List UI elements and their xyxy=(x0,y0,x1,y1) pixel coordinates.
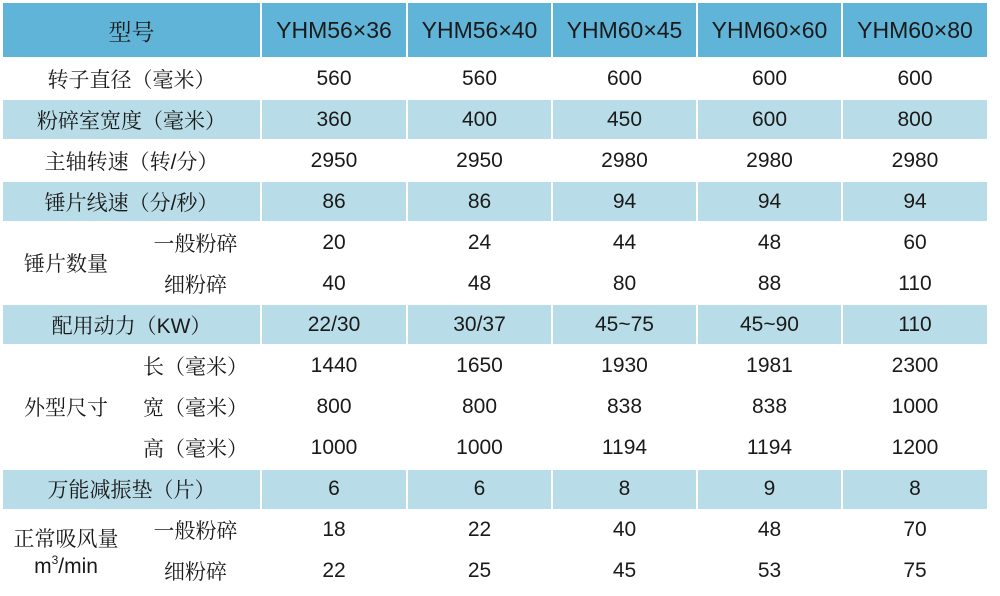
cell: 45~90 xyxy=(697,304,842,345)
cell: 18 xyxy=(261,510,407,551)
cell: 86 xyxy=(407,181,552,222)
cell: 8 xyxy=(552,469,697,510)
header-row xyxy=(2,2,988,58)
cell: 22 xyxy=(261,551,407,592)
cell: 24 xyxy=(407,222,552,263)
row-spindle-speed xyxy=(2,140,988,181)
cell: 75 xyxy=(842,551,988,592)
cell: 838 xyxy=(552,387,697,428)
cell: 1930 xyxy=(552,345,697,386)
cell: 25 xyxy=(407,551,552,592)
cell: 40 xyxy=(552,510,697,551)
airflow-label: 正常吸风量 xyxy=(13,527,119,551)
spec-table xyxy=(1,1,989,593)
header-label: 型号 xyxy=(2,2,261,58)
cell: 53 xyxy=(697,551,842,592)
cell: 2980 xyxy=(842,140,988,181)
cell: 88 xyxy=(697,263,842,304)
cell: 1000 xyxy=(842,387,988,428)
cell: 70 xyxy=(842,510,988,551)
row-label: 粉碎室宽度（毫米） xyxy=(2,99,261,140)
row-damping-pads xyxy=(2,469,988,510)
group-label: 外型尺寸 xyxy=(2,345,130,468)
cell: 48 xyxy=(697,222,842,263)
row-hammer-count-fine xyxy=(2,263,988,304)
cell: 48 xyxy=(407,263,552,304)
cell: 22/30 xyxy=(261,304,407,345)
model-name: YHM60×60 xyxy=(697,2,842,58)
cell: 9 xyxy=(697,469,842,510)
cell: 800 xyxy=(407,387,552,428)
cell: 48 xyxy=(697,510,842,551)
sub-label: 高（毫米） xyxy=(130,428,261,469)
sub-label: 细粉碎 xyxy=(130,551,261,592)
cell: 2980 xyxy=(697,140,842,181)
row-rotor-diameter xyxy=(2,58,988,99)
sub-label: 细粉碎 xyxy=(130,263,261,304)
cell: 560 xyxy=(261,58,407,99)
cell: 1000 xyxy=(407,428,552,469)
cell: 360 xyxy=(261,99,407,140)
cell: 94 xyxy=(697,181,842,222)
cell: 600 xyxy=(697,99,842,140)
row-label: 万能减振垫（片） xyxy=(2,469,261,510)
cell: 20 xyxy=(261,222,407,263)
row-label: 主轴转速（转/分） xyxy=(2,140,261,181)
cell: 1650 xyxy=(407,345,552,386)
group-label: 锤片数量 xyxy=(2,222,130,304)
row-dimensions-width xyxy=(2,387,988,428)
cell: 6 xyxy=(261,469,407,510)
row-power xyxy=(2,304,988,345)
sub-label: 长（毫米） xyxy=(130,345,261,386)
row-airflow-fine xyxy=(2,551,988,592)
unit-base: m xyxy=(34,554,52,578)
model-name: YHM60×45 xyxy=(552,2,697,58)
sub-label: 一般粉碎 xyxy=(130,510,261,551)
row-dimensions-height xyxy=(2,428,988,469)
cell: 86 xyxy=(261,181,407,222)
row-chamber-width xyxy=(2,99,988,140)
cell: 80 xyxy=(552,263,697,304)
cell: 2980 xyxy=(552,140,697,181)
cell: 40 xyxy=(261,263,407,304)
cell: 2950 xyxy=(407,140,552,181)
model-name: YHM56×36 xyxy=(261,2,407,58)
cell: 450 xyxy=(552,99,697,140)
cell: 2950 xyxy=(261,140,407,181)
cell: 44 xyxy=(552,222,697,263)
row-label: 配用动力（KW） xyxy=(2,304,261,345)
cell: 110 xyxy=(842,263,988,304)
cell: 400 xyxy=(407,99,552,140)
sub-label: 一般粉碎 xyxy=(130,222,261,263)
cell: 800 xyxy=(261,387,407,428)
cell: 2300 xyxy=(842,345,988,386)
cell: 1194 xyxy=(697,428,842,469)
sub-label: 宽（毫米） xyxy=(130,387,261,428)
cell: 94 xyxy=(552,181,697,222)
row-label: 转子直径（毫米） xyxy=(2,58,261,99)
cell: 1440 xyxy=(261,345,407,386)
cell: 30/37 xyxy=(407,304,552,345)
cell: 1000 xyxy=(261,428,407,469)
cell: 600 xyxy=(697,58,842,99)
cell: 800 xyxy=(842,99,988,140)
row-airflow-general xyxy=(2,510,988,551)
cell: 1200 xyxy=(842,428,988,469)
cell: 22 xyxy=(407,510,552,551)
cell: 1981 xyxy=(697,345,842,386)
cell: 45 xyxy=(552,551,697,592)
unit-rest: /min xyxy=(58,554,98,578)
cell: 8 xyxy=(842,469,988,510)
cell: 838 xyxy=(697,387,842,428)
row-hammer-speed xyxy=(2,181,988,222)
cell: 45~75 xyxy=(552,304,697,345)
unit-exponent: 3 xyxy=(51,552,59,567)
cell: 94 xyxy=(842,181,988,222)
cell: 600 xyxy=(842,58,988,99)
cell: 560 xyxy=(407,58,552,99)
airflow-unit xyxy=(3,553,129,579)
cell: 110 xyxy=(842,304,988,345)
cell: 1194 xyxy=(552,428,697,469)
cell: 60 xyxy=(842,222,988,263)
group-label-airflow xyxy=(2,510,130,592)
row-hammer-count-general xyxy=(2,222,988,263)
row-dimensions-length xyxy=(2,345,988,386)
model-name: YHM60×80 xyxy=(842,2,988,58)
row-label: 锤片线速（分/秒） xyxy=(2,181,261,222)
model-name: YHM56×40 xyxy=(407,2,552,58)
cell: 600 xyxy=(552,58,697,99)
cell: 6 xyxy=(407,469,552,510)
